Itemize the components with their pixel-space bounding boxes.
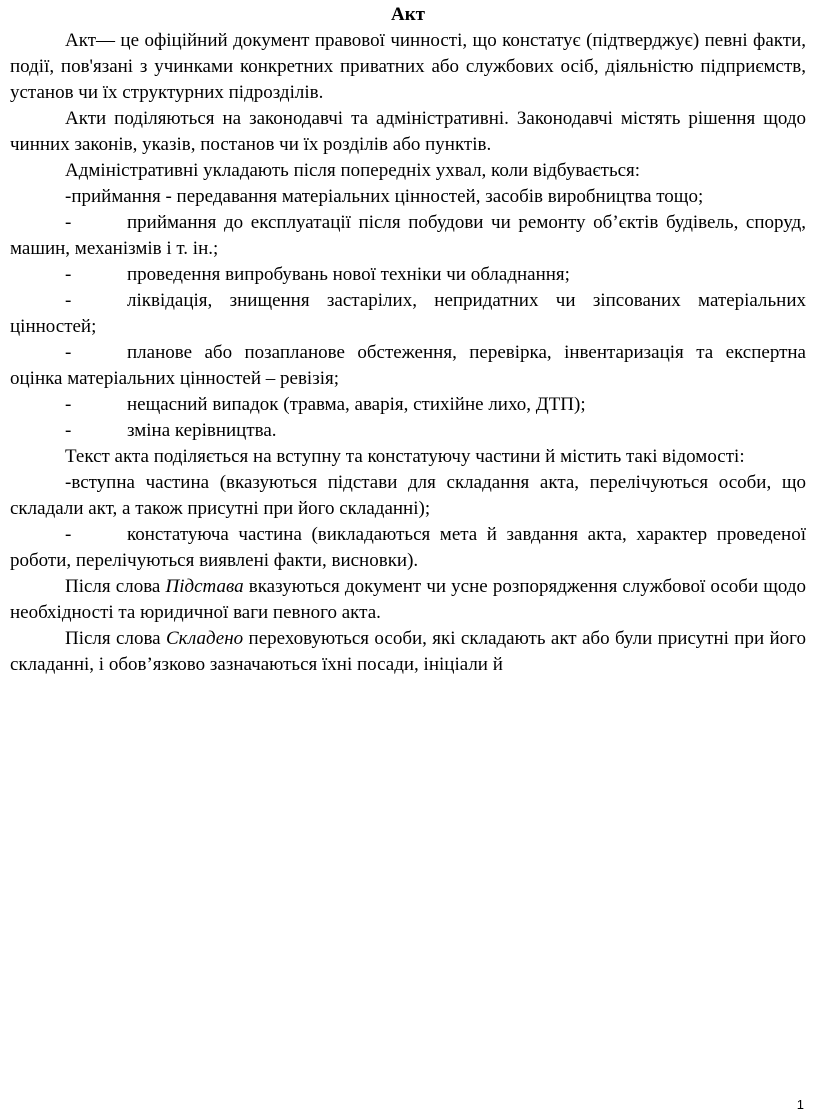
list-item-text: приймання до експлуатації після побудови чи ремонту об’єктів будівель, споруд, машин, механізмів і т. ін.; (10, 212, 806, 259)
list-item (10, 522, 806, 574)
list-dash: - (65, 186, 72, 207)
list-item (10, 210, 806, 262)
paragraph-text-structure: Текст акта поділяється на вступну та констатуючу частини й містить такі відомості: (65, 446, 745, 467)
list-dash: - (65, 524, 72, 545)
list-item-text: констатуюча частина (викладаються мета й завдання акта, характер проведеної роботи, перелічуються виявлені факти, висновки). (10, 524, 806, 571)
list-item (10, 288, 806, 340)
list-dash: - (65, 394, 72, 415)
list-item-text: зміна керівництва. (127, 420, 277, 441)
paragraph-composed-rest: переховуються особи, які складають акт або були присутні при його складанні, і обов’язково зазначаються їхні посади, ініціали й (10, 628, 806, 675)
list-dash: - (65, 472, 72, 493)
paragraph-composed (10, 626, 806, 678)
paragraph-basis-keyword: Підстава (165, 576, 244, 597)
list-dash: - (65, 290, 72, 311)
paragraph-basis-lead: Після слова (65, 576, 166, 597)
paragraph-basis-rest: вказуються документ чи усне розпорядження службової особи щодо необхідності та юридичної ваги певного акта. (10, 576, 806, 623)
list-dash: - (65, 264, 72, 285)
page-number: 1 (796, 1097, 804, 1112)
list-item-text: вступна частина (вказуються підстави для складання акта, перелічуються особи, що складали акт, а також присутні при його складанні); (10, 472, 806, 519)
list-item (10, 418, 806, 444)
list-item-text: планове або позапланове обстеження, перевірка, інвентаризація та експертна оцінка матеріальних цінностей – ревізія; (10, 342, 806, 389)
document-page (10, 0, 806, 678)
list-item-text: нещасний випадок (травма, аварія, стихійне лихо, ДТП); (127, 394, 586, 415)
paragraph-composed-lead: Після слова (65, 628, 166, 649)
paragraph-types: Акти поділяються на законодавчі та адміністративні. Законодавчі містять рішення щодо чинних законів, указів, постанов чи їх розділів або пунктів. (10, 108, 806, 155)
list-item (10, 184, 806, 210)
list-item-text: ліквідація, знищення застарілих, непридатних чи зіпсованих матеріальних цінностей; (10, 290, 806, 337)
list-dash: - (65, 212, 72, 233)
list-dash: - (65, 420, 72, 441)
paragraph-composed-keyword: Складено (166, 628, 244, 649)
list-dash: - (65, 342, 72, 363)
document-title: Акт (390, 4, 425, 25)
list-item (10, 262, 806, 288)
paragraph-basis (10, 574, 806, 626)
list-item-text: приймання - передавання матеріальних цінностей, засобів виробництва тощо; (71, 186, 704, 207)
list-item (10, 392, 806, 418)
list-item-text: проведення випробувань нової техніки чи обладнання; (127, 264, 570, 285)
list-item (10, 470, 806, 522)
paragraph-administrative-intro: Адміністративні укладають після попередніх ухвал, коли відбувається: (65, 160, 641, 181)
paragraph-definition: Акт— це офіційний документ правової чинності, що констатує (підтверджує) певні факти, події, пов'язані з учинками конкретних приватних або службових осіб, діяльністю підприємств, установ чи їх структурних підрозділів. (10, 30, 806, 103)
list-item (10, 340, 806, 392)
